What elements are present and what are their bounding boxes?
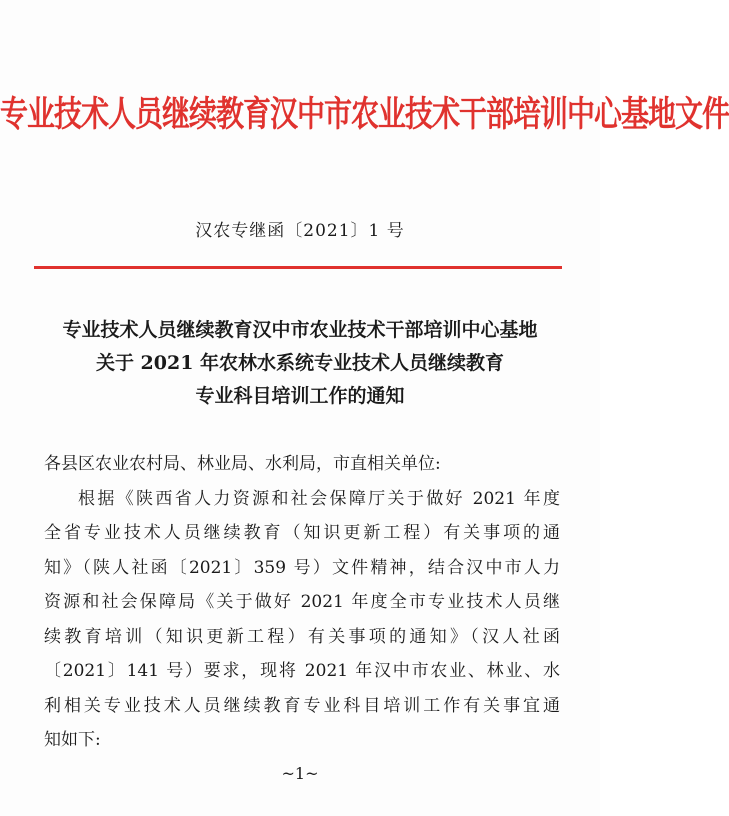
paragraph-line: 续教育培训（知识更新工程）有关事项的通知》（汉人社函 <box>44 626 560 647</box>
paragraph-line: 利相关专业技术人员继续教育专业科目培训工作有关事宜通 <box>44 695 560 716</box>
salutation: 各县区农业农村局、林业局、水利局，市直相关单位: <box>44 454 441 474</box>
paragraph-line: 〔2021〕141 号）要求，现将 2021 年汉中市农业、林业、水 <box>44 661 560 681</box>
page-number: ~1~ <box>281 764 319 783</box>
paragraph-line: 知》（陕人社函〔2021〕359 号）文件精神，结合汉中市人力 <box>44 557 560 578</box>
notice-title-line: 专业科目培训工作的通知 <box>195 385 405 407</box>
notice-title-line: 关于 2021 年农林水系统专业技术人员继续教育 <box>95 352 505 374</box>
document-number: 汉农专继函〔2021〕1 号 <box>195 221 405 241</box>
paragraph-line: 资源和社会保障局《关于做好 2021 年度全市专业技术人员继 <box>44 592 560 612</box>
notice-title <box>0 314 600 413</box>
paragraph-line: 全省专业技术人员继续教育（知识更新工程）有关事项的通 <box>44 523 560 543</box>
document-header-title: 专业技术人员继续教育汉中市农业技术干部培训中心基地文件 <box>0 93 729 135</box>
notice-title-line: 专业技术人员继续教育汉中市农业技术干部培训中心基地 <box>62 319 538 341</box>
header-divider <box>34 266 562 269</box>
paragraph-line: 根据《陕西省人力资源和社会保障厅关于做好 2021 年度 <box>78 488 560 509</box>
notice-body <box>44 447 560 758</box>
paragraph-line: 知如下: <box>44 730 101 750</box>
